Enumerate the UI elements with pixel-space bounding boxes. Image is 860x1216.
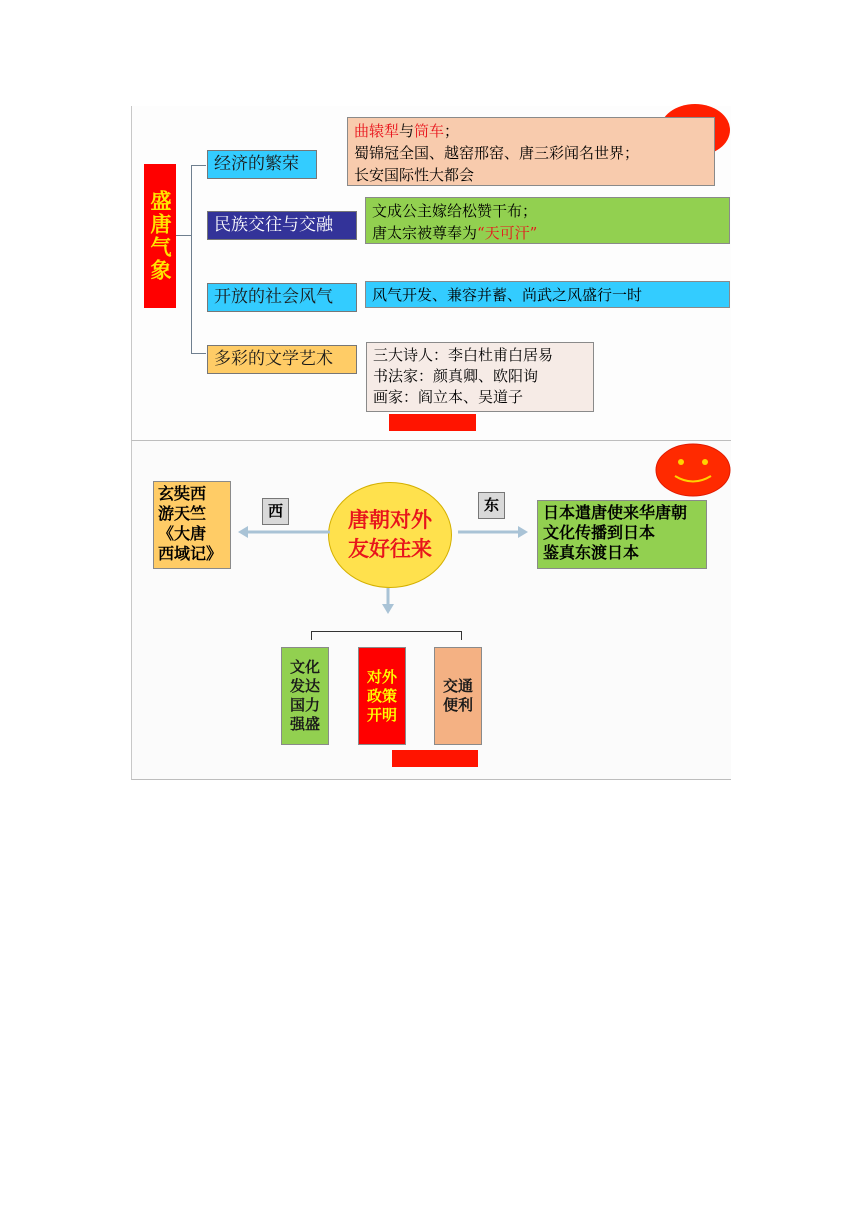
west-arrow (238, 525, 330, 539)
reasons-bracket-horizontal (311, 631, 462, 632)
xuanzang-box: 玄奘西 游天竺 《大唐 西域记》 (153, 481, 231, 569)
red-bar-1 (389, 414, 476, 431)
smiley-face-icon (655, 443, 731, 497)
ethnic-line-2: 唐太宗被尊奉为“天可汗” (372, 224, 538, 242)
economy-line-2: 蜀锦冠全国、越窑邢窑、唐三彩闻名世界； (354, 144, 640, 162)
reason-transport-box: 交通 便利 (434, 647, 482, 745)
ethnic-description (365, 197, 730, 244)
reasons-bracket-right (461, 631, 462, 640)
economy-line-3: 长安国际性大都会 (354, 166, 475, 184)
arts-description (366, 342, 594, 412)
bracket-tick-1 (191, 165, 206, 166)
economy-line-1: 曲辕犁与筒车； (354, 122, 460, 140)
down-arrow (381, 588, 395, 614)
bracket-tick-4 (191, 353, 206, 354)
east-label: 东 (478, 492, 505, 519)
red-bar-2 (392, 750, 478, 767)
social-description (365, 281, 730, 308)
center-topic: 唐朝对外友好往来 (328, 482, 452, 588)
reasons-bracket-left (311, 631, 312, 640)
arts-line-3: 画家：阎立本、吴道子 (373, 388, 524, 406)
category-arts: 多彩的文学艺术 (207, 345, 357, 374)
category-economy: 经济的繁荣 (207, 150, 317, 179)
category-social: 开放的社会风气 (207, 283, 357, 312)
ethnic-line-1: 文成公主嫁给松赞干布； (372, 202, 538, 220)
social-line-1: 风气开发、兼容并蓄、尚武之风盛行一时 (372, 286, 643, 304)
arts-line-1: 三大诗人：李白杜甫白居易 (373, 346, 554, 364)
west-label: 西 (262, 498, 289, 525)
bracket-connector (176, 235, 191, 236)
bracket-vertical (191, 165, 192, 354)
japan-exchange-box: 日本遣唐使来华唐朝 文化传播到日本 鉴真东渡日本 (537, 500, 707, 569)
sheng-tang-title: 盛唐气象 (144, 164, 176, 308)
arts-line-2: 书法家：颜真卿、欧阳询 (373, 367, 539, 385)
economy-description (347, 117, 715, 186)
category-ethnic: 民族交往与交融 (207, 211, 357, 240)
reason-culture-box: 文化 发达 国力 强盛 (281, 647, 329, 745)
reason-policy-box: 对外 政策 开明 (358, 647, 406, 745)
east-arrow (458, 525, 528, 539)
